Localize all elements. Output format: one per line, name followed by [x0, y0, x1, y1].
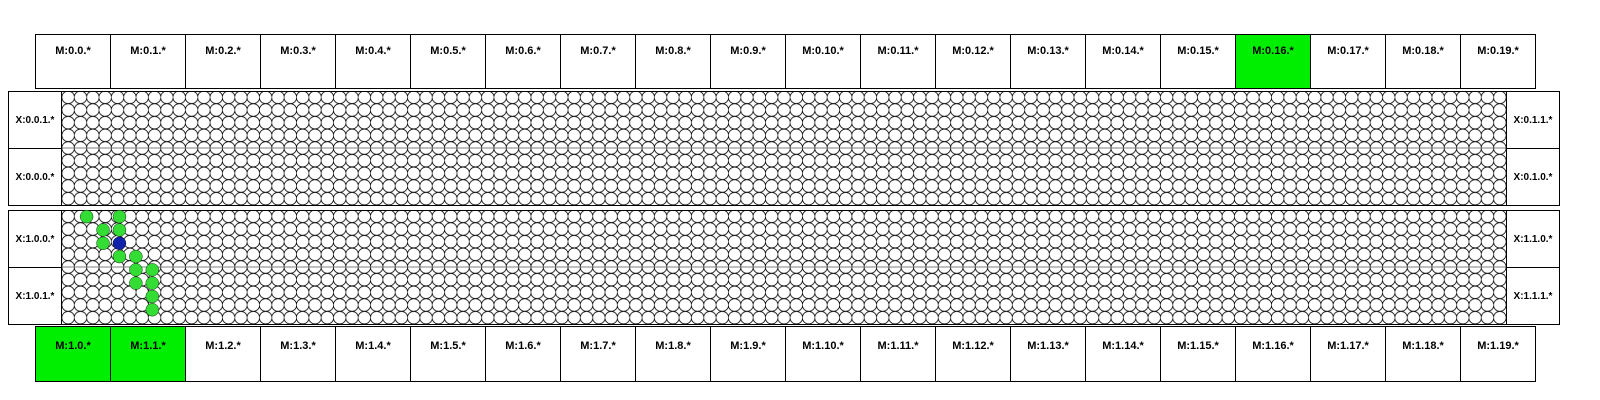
- bottom-module-14[interactable]: M:1.14.*: [1085, 326, 1161, 382]
- top-module-1[interactable]: M:0.1.*: [110, 34, 186, 89]
- top-module-16[interactable]: M:0.16.*: [1235, 34, 1311, 89]
- top-module-14[interactable]: M:0.14.*: [1085, 34, 1161, 89]
- bottom-module-13[interactable]: M:1.13.*: [1010, 326, 1086, 382]
- top-module-2[interactable]: M:0.2.*: [185, 34, 261, 89]
- top-module-18[interactable]: M:0.18.*: [1385, 34, 1461, 89]
- active-node-green[interactable]: [113, 223, 126, 236]
- bottom-module-6[interactable]: M:1.6.*: [485, 326, 561, 382]
- active-node-green[interactable]: [80, 210, 93, 223]
- top-module-7[interactable]: M:0.7.*: [560, 34, 636, 89]
- right-port-label-0-0: X:0.1.1.*: [1506, 91, 1560, 149]
- top-module-10[interactable]: M:0.10.*: [785, 34, 861, 89]
- node-grid-1: [62, 210, 1506, 324]
- top-module-12[interactable]: M:0.12.*: [935, 34, 1011, 89]
- bottom-module-16[interactable]: M:1.16.*: [1235, 326, 1311, 382]
- left-port-label-1-0: X:1.0.0.*: [8, 210, 62, 268]
- top-module-17[interactable]: M:0.17.*: [1310, 34, 1386, 89]
- top-module-9[interactable]: M:0.9.*: [710, 34, 786, 89]
- bottom-module-1[interactable]: M:1.1.*: [110, 326, 186, 382]
- bottom-module-17[interactable]: M:1.17.*: [1310, 326, 1386, 382]
- bottom-module-4[interactable]: M:1.4.*: [335, 326, 411, 382]
- bottom-module-10[interactable]: M:1.10.*: [785, 326, 861, 382]
- bottom-module-9[interactable]: M:1.9.*: [710, 326, 786, 382]
- bottom-module-2[interactable]: M:1.2.*: [185, 326, 261, 382]
- active-node-green[interactable]: [97, 237, 110, 250]
- node-grid-0: [62, 91, 1506, 205]
- top-module-3[interactable]: M:0.3.*: [260, 34, 336, 89]
- active-node-green[interactable]: [113, 210, 126, 223]
- bottom-module-12[interactable]: M:1.12.*: [935, 326, 1011, 382]
- top-module-13[interactable]: M:0.13.*: [1010, 34, 1086, 89]
- active-node-green[interactable]: [146, 303, 159, 316]
- bottom-module-8[interactable]: M:1.8.*: [635, 326, 711, 382]
- top-module-4[interactable]: M:0.4.*: [335, 34, 411, 89]
- left-port-label-0-1: X:0.0.0.*: [8, 148, 62, 206]
- bottom-module-11[interactable]: M:1.11.*: [860, 326, 936, 382]
- top-module-6[interactable]: M:0.6.*: [485, 34, 561, 89]
- active-node-blue[interactable]: [113, 237, 126, 250]
- active-node-green[interactable]: [113, 250, 126, 263]
- top-module-19[interactable]: M:0.19.*: [1460, 34, 1536, 89]
- active-node-green[interactable]: [129, 277, 142, 290]
- top-module-15[interactable]: M:0.15.*: [1160, 34, 1236, 89]
- left-port-label-1-1: X:1.0.1.*: [8, 267, 62, 325]
- bottom-module-15[interactable]: M:1.15.*: [1160, 326, 1236, 382]
- bottom-module-19[interactable]: M:1.19.*: [1460, 326, 1536, 382]
- right-port-label-1-0: X:1.1.0.*: [1506, 210, 1560, 268]
- top-module-5[interactable]: M:0.5.*: [410, 34, 486, 89]
- active-node-green[interactable]: [146, 277, 159, 290]
- bottom-module-0[interactable]: M:1.0.*: [35, 326, 111, 382]
- bottom-module-3[interactable]: M:1.3.*: [260, 326, 336, 382]
- top-module-11[interactable]: M:0.11.*: [860, 34, 936, 89]
- top-module-0[interactable]: M:0.0.*: [35, 34, 111, 89]
- bottom-module-18[interactable]: M:1.18.*: [1385, 326, 1461, 382]
- active-node-green[interactable]: [97, 223, 110, 236]
- left-port-label-0-0: X:0.0.1.*: [8, 91, 62, 149]
- right-port-label-0-1: X:0.1.0.*: [1506, 148, 1560, 206]
- active-node-green[interactable]: [146, 263, 159, 276]
- bottom-module-5[interactable]: M:1.5.*: [410, 326, 486, 382]
- active-node-green[interactable]: [129, 263, 142, 276]
- bottom-module-7[interactable]: M:1.7.*: [560, 326, 636, 382]
- active-node-green[interactable]: [146, 290, 159, 303]
- right-port-label-1-1: X:1.1.1.*: [1506, 267, 1560, 325]
- top-module-8[interactable]: M:0.8.*: [635, 34, 711, 89]
- active-node-green[interactable]: [129, 250, 142, 263]
